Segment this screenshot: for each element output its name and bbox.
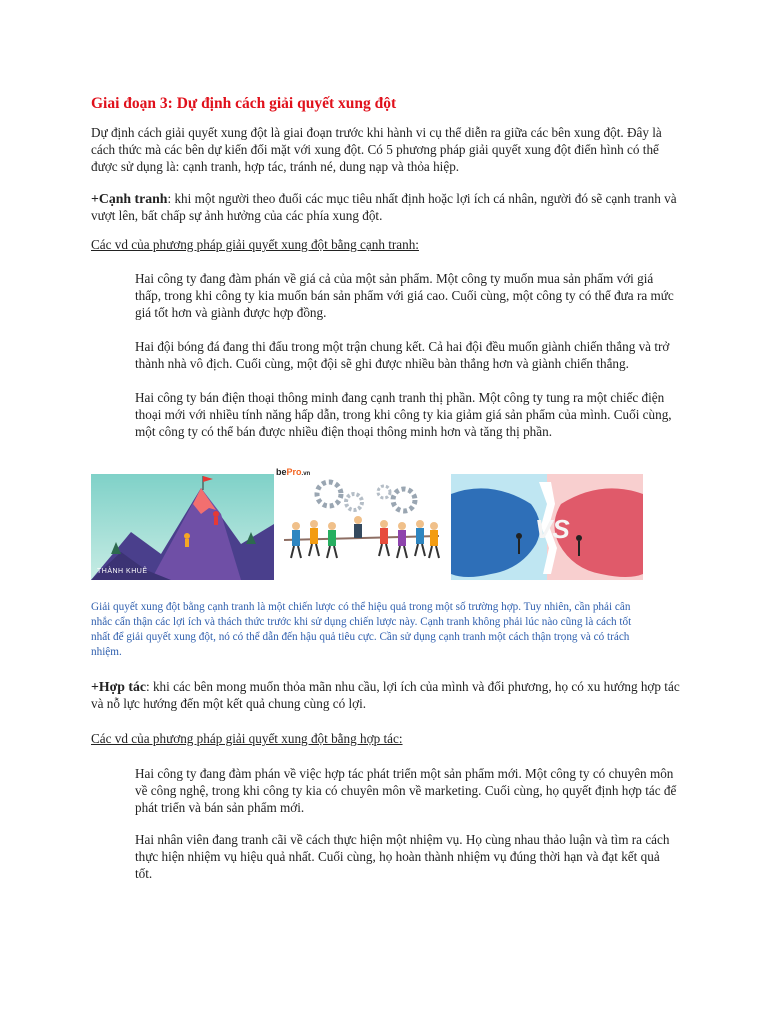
intro-paragraph: Dự định cách giải quyết xung đột là giai đoạn trước khi hành vi cụ thể diễn ra giữa các bên xung đột. Đây là cách thức mà các bên dự kiến đối mặt với xung đột. Có 5 phương pháp giải quyết xung đột điển hình có thể được sử dụng là: cạnh tranh, hợp tác, tránh né, dung nạp và thỏa hiệp. — [91, 125, 662, 174]
section-heading: Giai đoạn 3: Dự định cách giải quyết xung đột — [91, 95, 397, 112]
competition-example-3: Hai công ty bán điện thoại thông minh đang cạnh tranh thị phần. Một công ty tung ra một chiếc điện thoại mới với nhiều tính năng hấp dẫn, trong khi công ty kia giảm giá sản phẩm của mình. Cuối cùng, một công ty có thể bán được nhiều điện thoại thông minh hơn và tăng thị phần. — [135, 390, 672, 439]
cooperation-example-1: Hai công ty đang đàm phán về việc hợp tác phát triển một sản phẩm mới. Một công ty có chuyên môn về công nghệ, trong khi công ty kia có chuyên môn về marketing. Cuối cùng, họ quyết định hợp tác để phát triển và bán sản phẩm mới. — [135, 766, 677, 815]
cooperation-examples-heading: Các vd của phương pháp giải quyết xung đột bằng hợp tác: — [91, 731, 403, 746]
tug-of-war-image — [274, 464, 446, 580]
cooperation-example-2: Hai nhân viên đang tranh cãi về cách thực hiện một nhiệm vụ. Họ cùng nhau thảo luận và tìm ra cách thực hiện nhiệm vụ hiệu quả nhất. Cuối cùng, họ hoàn thành nhiệm vụ đúng thời hạn và đạt kết quả tốt. — [135, 832, 670, 881]
competition-paragraph — [91, 190, 681, 224]
competition-text: : khi một người theo đuổi các mục tiêu nhất định hoặc lợi ích cá nhân, người đó sẽ cạnh tranh và vượt lên, bất chấp sự ảnh hưởng của các phía xung đột. — [91, 191, 677, 223]
versus-image — [451, 474, 643, 580]
logo-vn: .vn — [301, 471, 311, 477]
cooperation-paragraph — [91, 678, 681, 712]
competition-label: +Cạnh tranh — [91, 191, 168, 206]
competition-example-2: Hai đội bóng đá đang thi đấu trong một trận chung kết. Cả hai đội đều muốn giành chiến thắng và trở thành nhà vô địch. Cuối cùng, một đội sẽ ghi được nhiều bàn thắng hơn và giành chiến thắng. — [135, 339, 670, 371]
logo-pro: Pro — [286, 467, 302, 477]
vs-label: VS — [535, 514, 570, 544]
competition-examples-heading: Các vd của phương pháp giải quyết xung đột bằng cạnh tranh: — [91, 237, 419, 252]
mountain-competition-image — [91, 474, 274, 580]
logo-be: be — [276, 467, 287, 477]
mountain-watermark: THÀNH KHUÊ — [97, 568, 148, 575]
cooperation-label: +Hợp tác — [91, 679, 146, 694]
competition-example-1: Hai công ty đang đàm phán về giá cả của một sản phẩm. Một công ty muốn mua sản phẩm với giá thấp, trong khi công ty kia muốn bán sản phẩm với giá cao. Cuối cùng, một công ty có thể đưa ra mức giá tốt hơn và giành được hợp đồng. — [135, 271, 674, 320]
competition-caption: Giải quyết xung đột bằng cạnh tranh là một chiến lược có thể hiệu quả trong một số trường hợp. Tuy nhiên, cần phải cân nhắc cẩn thận các lợi ích và thách thức trước khi sử dụng chiến lược này. Cạnh tranh không phải lúc nào cũng là cách tốt nhất để giải quyết xung đột, nó có thể dẫn đến hậu quả tiêu cực. Cần sử dụng cạnh tranh một cách thận trọng và có trách nhiệm. — [91, 601, 632, 658]
cooperation-text: : khi các bên mong muốn thỏa mãn nhu cầu, lợi ích của mình và đối phương, họ có xu hướng hợp tác và nỗ lực hướng đến một kết quả chung cùng có lợi. — [91, 679, 680, 711]
